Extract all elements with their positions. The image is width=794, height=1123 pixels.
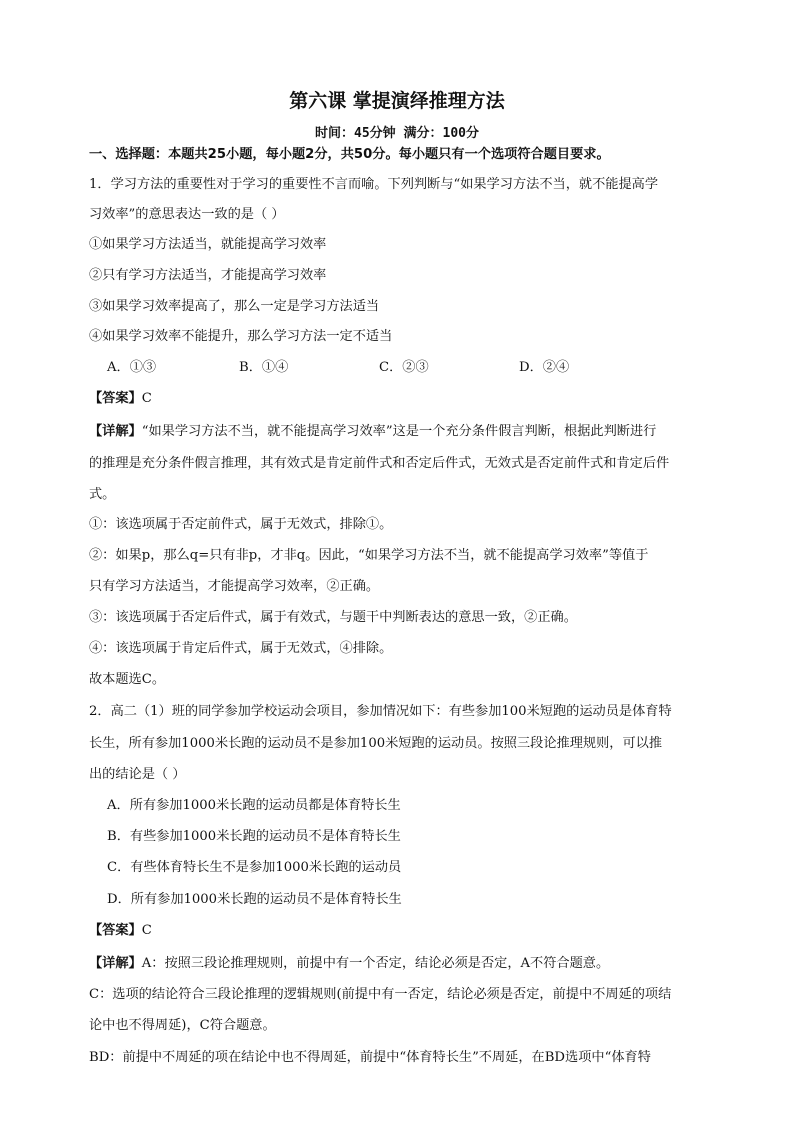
q2-stem-line-3: 出的结论是（ ） [89, 767, 186, 782]
q2-detail-line-3: 论中也不得周延)，C符合题意。 [89, 1018, 276, 1033]
detail-text: “如果学习方法不当，就不能提高学习效率”这是一个充分条件假言判断，根据此判断进行 [141, 424, 657, 439]
q1-detail-line-1 [89, 423, 656, 441]
answer-value: C [141, 391, 152, 406]
answer-value: C [141, 923, 152, 938]
q2-option-d: D．所有参加1000米长跑的运动员不是体育特长生 [107, 892, 402, 907]
q1-detail-line-2: 的推理是充分条件假言推理，其有效式是肯定前件式和否定后件式，无效式是否定前件式和肯定后件 [89, 456, 670, 471]
q1-stem-line-2: 习效率”的意思表达一致的是（ ） [89, 207, 285, 222]
q1-item-4: ④如果学习效率不能提升，那么学习方法一定不适当 [89, 329, 393, 344]
q1-answer [89, 390, 152, 408]
q2-option-c: C．有些体育特长生不是参加1000米长跑的运动员 [107, 860, 402, 875]
q1-options [107, 359, 727, 377]
q1-item-1: ①如果学习方法适当，就能提高学习效率 [89, 237, 327, 252]
q1-option-d: D．②④ [519, 360, 570, 375]
q2-detail-line-1 [89, 955, 609, 973]
q2-detail-line-2: C：选项的结论符合三段论推理的逻辑规则(前提中有一否定，结论必须是否定，前提中不周延的项结 [89, 987, 672, 1002]
detail-label: 【详解】 [89, 424, 142, 439]
q1-detail-line-5: ②：如果p，那么q=只有非p，才非q。因此，“如果学习方法不当，就不能提高学习效率”等值于 [89, 548, 649, 563]
q1-item-3: ③如果学习效率提高了，那么一定是学习方法适当 [89, 299, 380, 314]
q2-detail-line-4: BD：前提中不周延的项在结论中也不得周延，前提中“体育特长生”不周延，在BD选项中“体育特 [89, 1050, 651, 1065]
page-title: 第六课 掌提演绎推理方法 [289, 90, 505, 112]
q2-stem-line-1: 2．高二（1）班的同学参加学校运动会项目，参加情况如下：有些参加100米短跑的运动员是体育特 [89, 704, 672, 719]
answer-label: 【答案】 [89, 923, 142, 938]
detail-label: 【详解】 [89, 956, 142, 971]
q1-detail-line-3: 式。 [89, 487, 116, 502]
detail-text: A：按照三段论推理规则，前提中有一个否定，结论必须是否定，A不符合题意。 [141, 956, 610, 971]
q2-answer [89, 922, 152, 940]
q1-detail-line-4: ①：该选项属于否定前件式，属于无效式，排除①。 [89, 517, 393, 532]
time-and-score: 时间：45分钟 满分：100分 [315, 126, 479, 141]
q2-stem-line-2: 长生，所有参加1000米长跑的运动员不是参加100米短跑的运动员。按照三段论推理规则，可以推 [89, 736, 663, 751]
answer-label: 【答案】 [89, 391, 142, 406]
q1-detail-line-6: 只有学习方法适当，才能提高学习效率，②正确。 [89, 579, 380, 594]
q1-item-2: ②只有学习方法适当，才能提高学习效率 [89, 268, 327, 283]
q1-stem-line-1: 1．学习方法的重要性对于学习的重要性不言而喻。下列判断与“如果学习方法不当，就不能提高学 [89, 177, 659, 192]
q1-detail-line-7: ③：该选项属于否定后件式，属于有效式，与题干中判断表达的意思一致，②正确。 [89, 610, 577, 625]
q1-detail-line-9: 故本题选C。 [89, 672, 166, 687]
q2-option-b: B．有些参加1000米长跑的运动员不是体育特长生 [107, 829, 401, 844]
section-heading: 一、选择题：本题共25小题，每小题2分，共50分。每小题只有一个选项符合题目要求。 [89, 147, 610, 162]
q1-option-b: B．①④ [239, 360, 289, 375]
q1-option-c: C．②③ [379, 360, 429, 375]
q1-detail-line-8: ④：该选项属于肯定后件式，属于无效式，④排除。 [89, 641, 393, 656]
q1-option-a: A．①③ [107, 360, 157, 375]
q2-option-a: A．所有参加1000米长跑的运动员都是体育特长生 [107, 798, 401, 813]
